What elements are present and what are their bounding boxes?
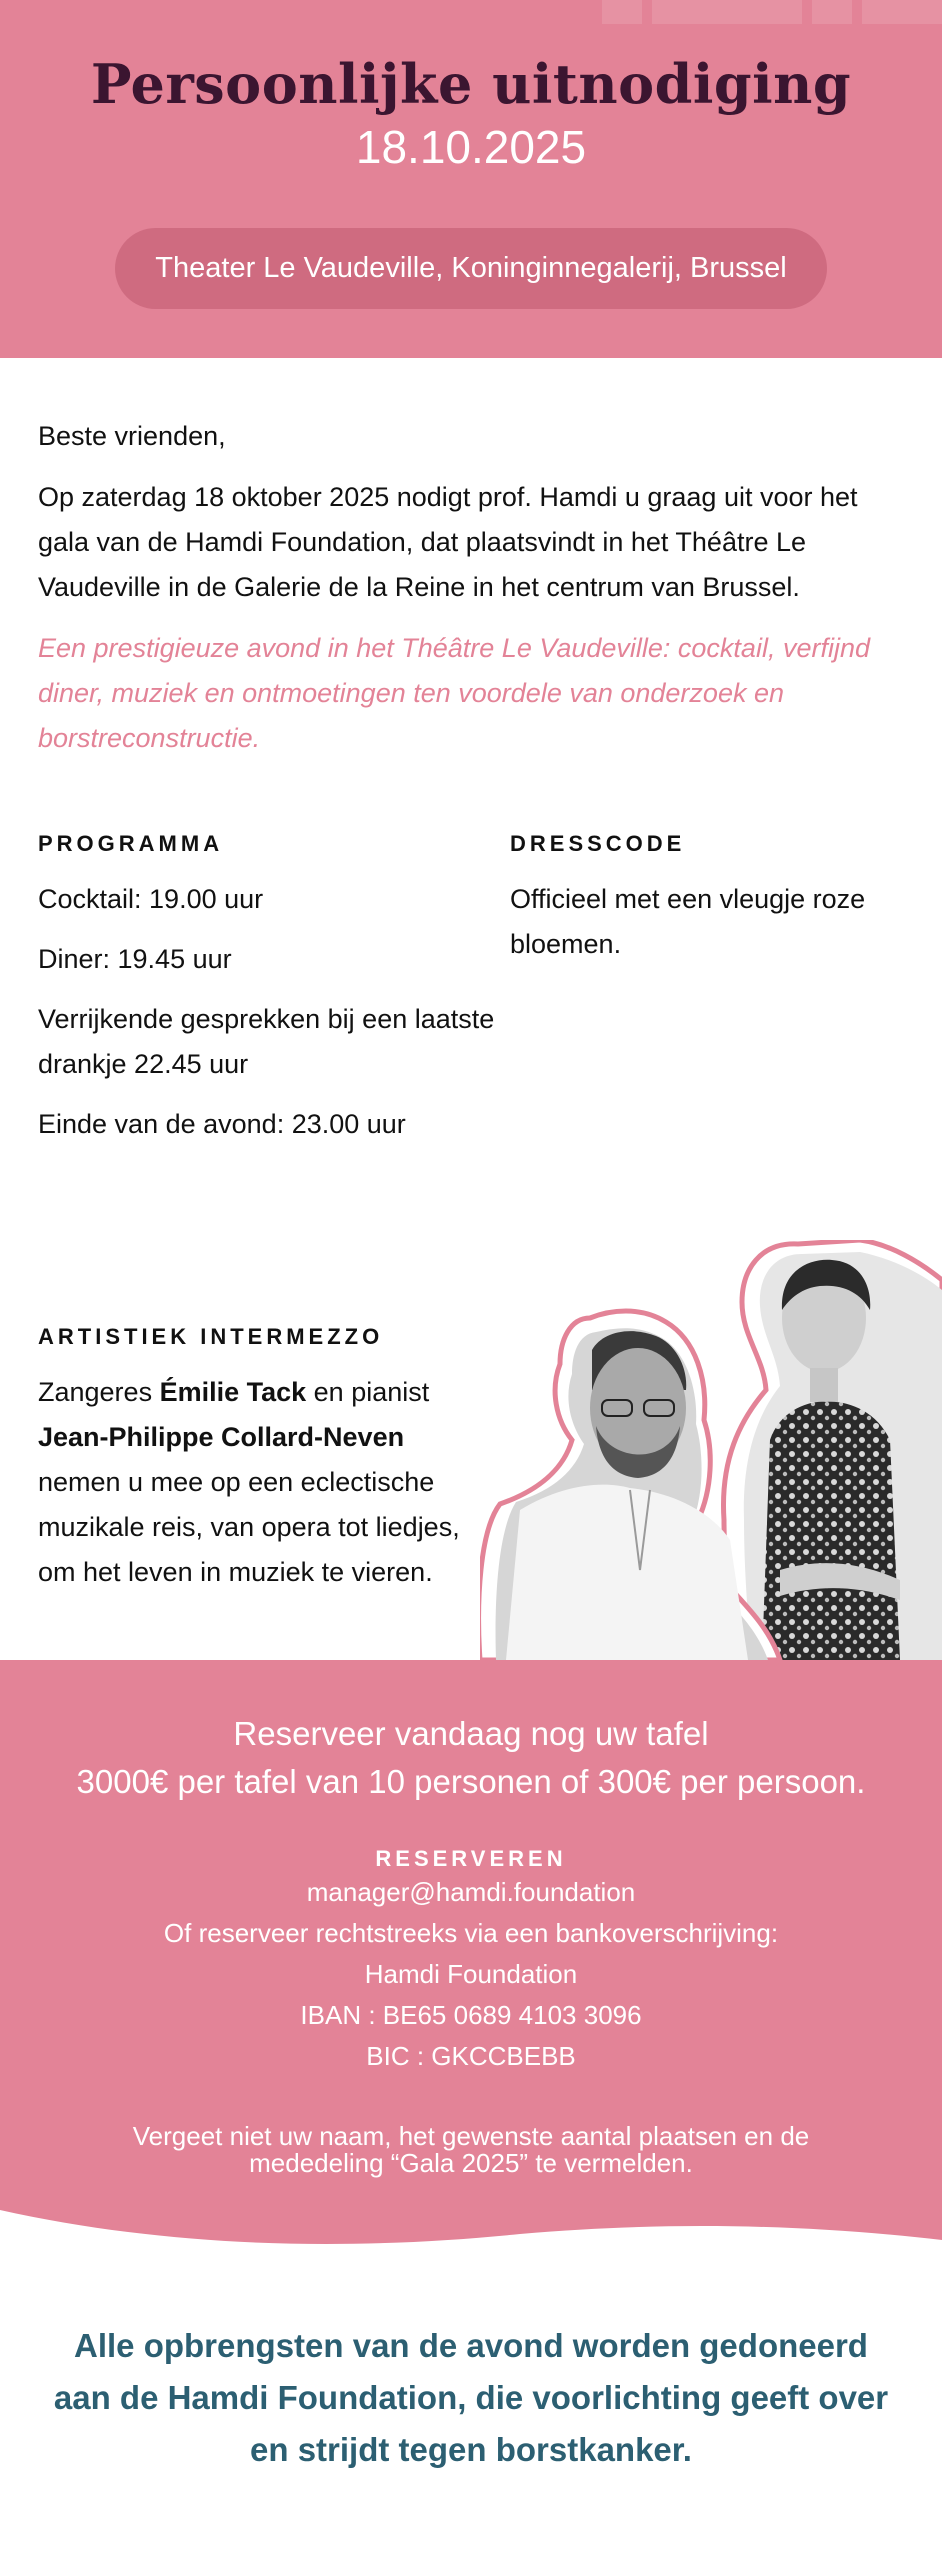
reserve-price: 3000€ per tafel van 10 personen of 300€ per persoon.: [76, 1763, 866, 1800]
pianist-name: Jean-Philippe Collard-Neven: [38, 1422, 405, 1452]
artist-heading: ARTISTIEK INTERMEZZO: [38, 1324, 384, 1349]
reserve-foundation: Hamdi Foundation: [364, 1959, 578, 1989]
reserve-transfer: Of reserveer rechtstreeks via een bankoverschrijving:: [163, 1918, 779, 1948]
dresscode-heading: DRESSCODE: [510, 831, 686, 856]
dresscode-text: Officieel met een vleugje roze bloemen.: [510, 884, 866, 959]
page-title: Persoonlijke uitnodiging: [90, 52, 852, 116]
venue-badge: Theater Le Vaudeville, Koninginnegalerij, Brussel: [115, 228, 826, 309]
closing-statement: Alle opbrengsten van de avond worden gedoneerd aan de Hamdi Foundation, die voorlichting geeft over en strijdt tegen borstkanker.: [53, 2327, 889, 2468]
singer-name: Émilie Tack: [159, 1377, 307, 1407]
artist-rest: nemen u mee op een eclectische muzikale reis, van opera tot liedjes, om het leven in muziek te vieren.: [38, 1467, 460, 1587]
artist-description: [38, 1370, 478, 1595]
program-heading: PROGRAMMA: [38, 831, 224, 856]
reserve-email-link[interactable]: manager@hamdi.foundation: [306, 1877, 636, 1907]
reserve-bic: BIC : GKCCBEBB: [366, 2041, 576, 2071]
program-item: Cocktail: 19.00 uur: [38, 884, 264, 914]
program-dresscode-row: [38, 831, 904, 1162]
reserve-intro: Reserveer vandaag nog uw tafel: [233, 1715, 709, 1752]
artist-middle: en pianist: [306, 1377, 430, 1407]
intro-body: Op zaterdag 18 oktober 2025 nodigt prof. Hamdi u graag uit voor het gala van de Hamdi Foundation, dat plaatsvindt in het Théâtre Le Vaudeville in de Galerie de la Reine in het centrum van Brussel.: [38, 482, 858, 602]
dresscode-section: [510, 831, 904, 1162]
artist-prefix: Zangeres: [38, 1377, 160, 1407]
top-decoration: [582, 0, 942, 24]
program-item: Einde van de avond: 23.00 uur: [38, 1109, 406, 1139]
program-section: [38, 831, 510, 1162]
reserve-note: Vergeet niet uw naam, het gewenste aantal plaatsen en de mededeling “Gala 2025” te vermelden.: [132, 2121, 810, 2178]
greeting: Beste vrienden,: [38, 421, 226, 451]
intro-section: [38, 358, 904, 761]
wave-divider: [0, 2210, 942, 2270]
artist-text-block: [38, 1324, 478, 1595]
reservation-section: [0, 1660, 942, 2270]
reserve-iban: IBAN : BE65 0689 4103 3096: [300, 2000, 642, 2030]
program-item: Verrijkende gesprekken bij een laatste drankje 22.45 uur: [38, 1004, 495, 1079]
event-date: 18.10.2025: [355, 121, 587, 173]
artist-section: [0, 1240, 942, 1660]
invitation-header: [0, 0, 942, 358]
artists-photo: [480, 1240, 942, 1660]
reserve-heading: RESERVEREN: [375, 1846, 567, 1871]
program-item: Diner: 19.45 uur: [38, 944, 232, 974]
intro-highlight: Een prestigieuze avond in het Théâtre Le Vaudeville: cocktail, verfijnd diner, muziek en ontmoetingen ten voordele van onderzoek en borstreconstructie.: [38, 633, 870, 753]
